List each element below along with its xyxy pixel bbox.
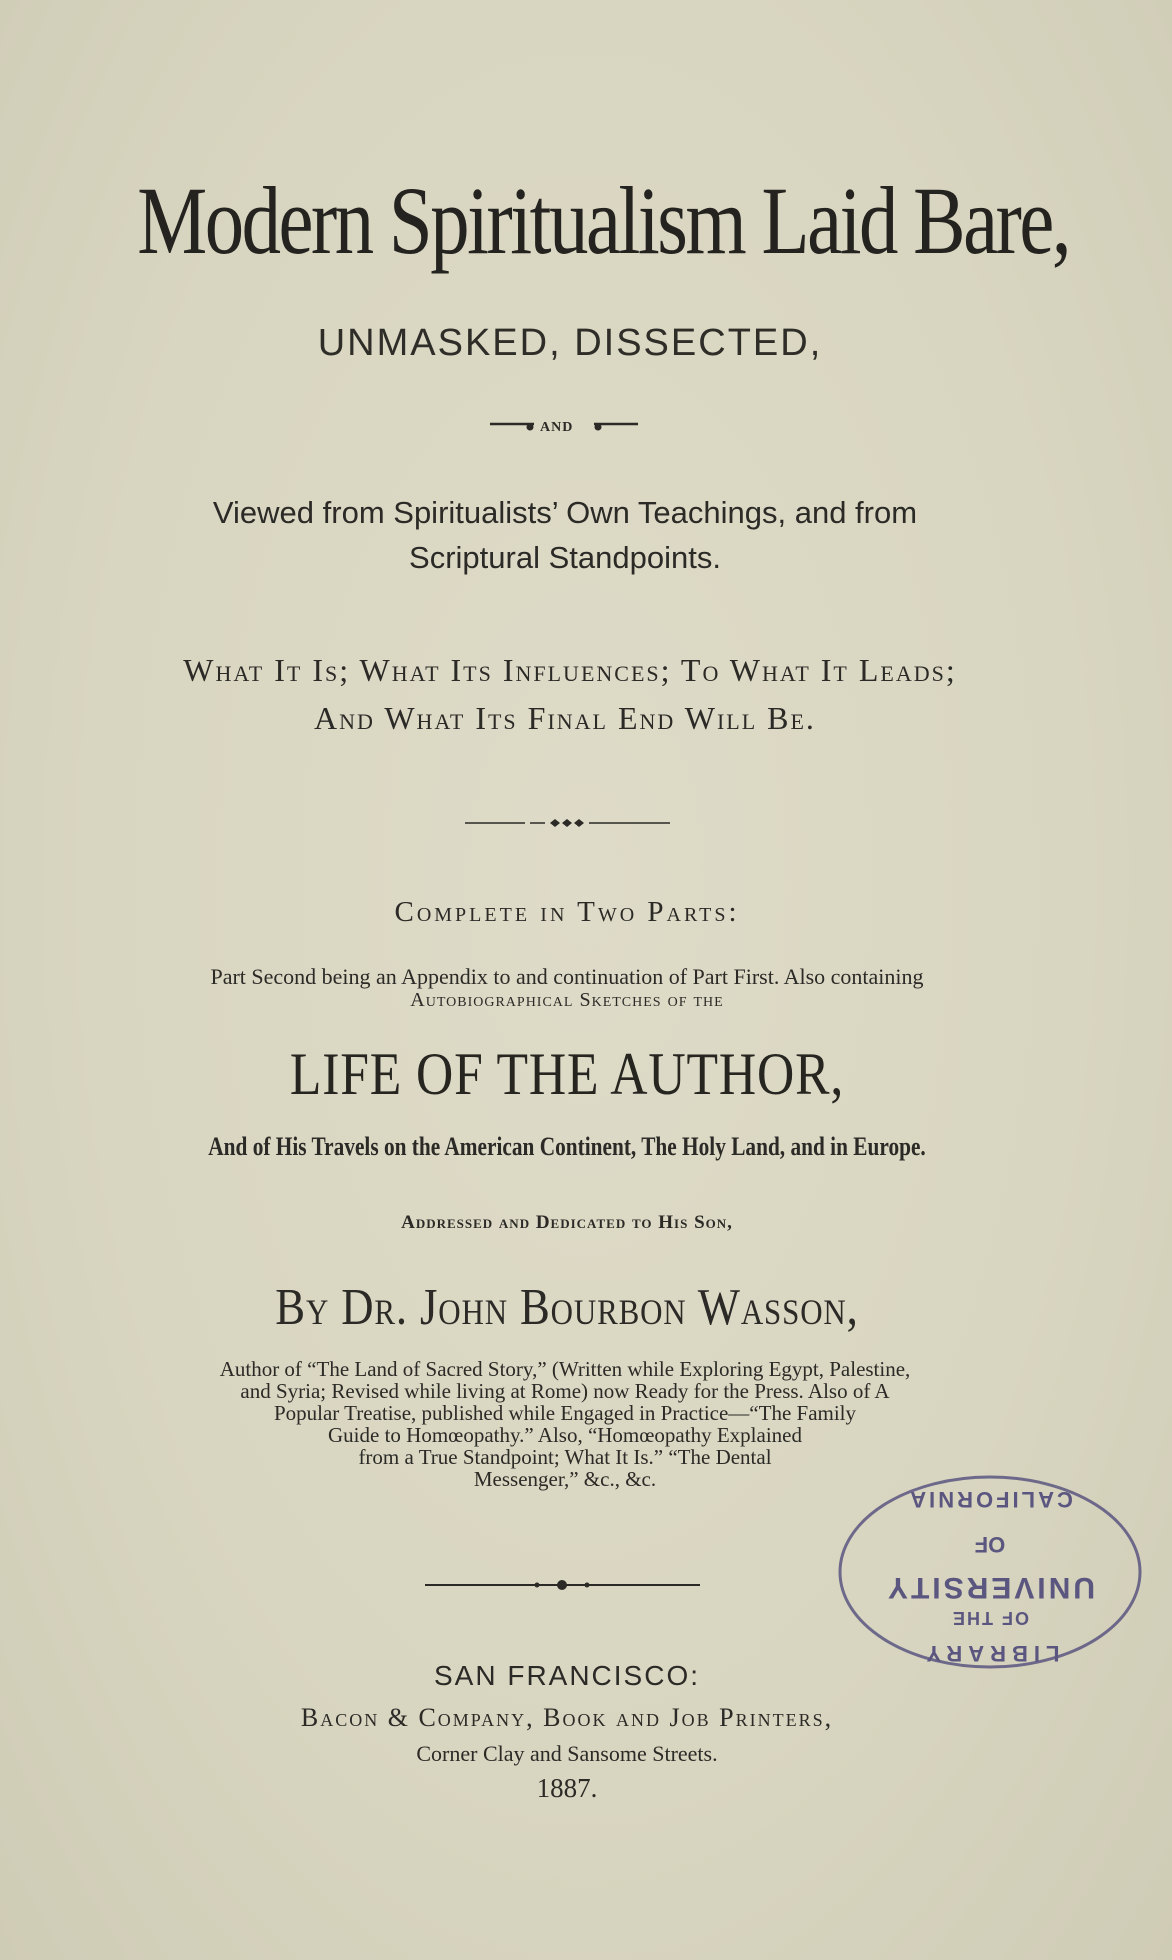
dedication-line: Addressed and Dedicated to His Son, — [401, 1212, 733, 1233]
imprint-address: Corner Clay and Sansome Streets. — [416, 1741, 718, 1766]
imprint-printer: Bacon & Company, Book and Job Printers, — [300, 1703, 834, 1732]
stamp-line-2: OF — [974, 1532, 1006, 1557]
author-byline: By Dr. John Bourbon Wasson, — [275, 1279, 859, 1336]
library-stamp — [830, 1462, 1150, 1682]
what-line-1: What It Is; What Its Influences; To What It Leads; — [183, 652, 957, 688]
life-of-the-author: LIFE OF THE AUTHOR, — [289, 1041, 845, 1107]
travels-line: And of His Travels on the American Continent, The Holy Land, and in Europe. — [208, 1132, 926, 1161]
diamond-rule — [465, 815, 670, 831]
author-works-line: Messenger,” &c., &c. — [473, 1467, 657, 1491]
stamp-line-4: OF THE — [951, 1608, 1029, 1628]
book-title: Modern Spiritualism Laid Bare, — [137, 167, 1070, 274]
book-subtitle: UNMASKED, DISSECTED, — [317, 322, 823, 364]
imprint-year: 1887. — [536, 1773, 598, 1803]
dot-rule — [425, 1578, 700, 1592]
what-line-2: And What Its Final End Will Be. — [314, 700, 816, 736]
autobiographical-line: Autobiographical Sketches of the — [410, 989, 724, 1011]
part-second-line: Part Second being an Appendix to and continuation of Part First. Also containing — [210, 964, 924, 989]
complete-in-two-parts: Complete in Two Parts: — [394, 896, 740, 928]
and-ornament — [490, 418, 640, 438]
author-works-line: Popular Treatise, published while Engaged in Practice—“The Family — [273, 1401, 857, 1425]
imprint-city: SAN FRANCISCO: — [433, 1660, 701, 1691]
stamp-line-3: UNIVERSITY — [884, 1571, 1096, 1604]
viewed-line-2: Scriptural Standpoints. — [409, 540, 721, 575]
author-works-line: and Syria; Revised while living at Rome) now Ready for the Press. Also of A — [240, 1379, 890, 1403]
author-works-line: Guide to Homœopathy.” Also, “Homœopathy Explained — [328, 1423, 802, 1447]
author-works-line: from a True Standpoint; What It Is.” “The Dental — [358, 1445, 772, 1469]
and-label: AND — [540, 420, 574, 435]
stamp-line-5: LIBRARY — [920, 1641, 1060, 1666]
author-works-line: Author of “The Land of Sacred Story,” (Written while Exploring Egypt, Palestine, — [219, 1357, 911, 1381]
viewed-line-1: Viewed from Spiritualists’ Own Teachings, and from — [212, 495, 918, 530]
stamp-line-1: CALIFORNIA — [907, 1487, 1073, 1512]
